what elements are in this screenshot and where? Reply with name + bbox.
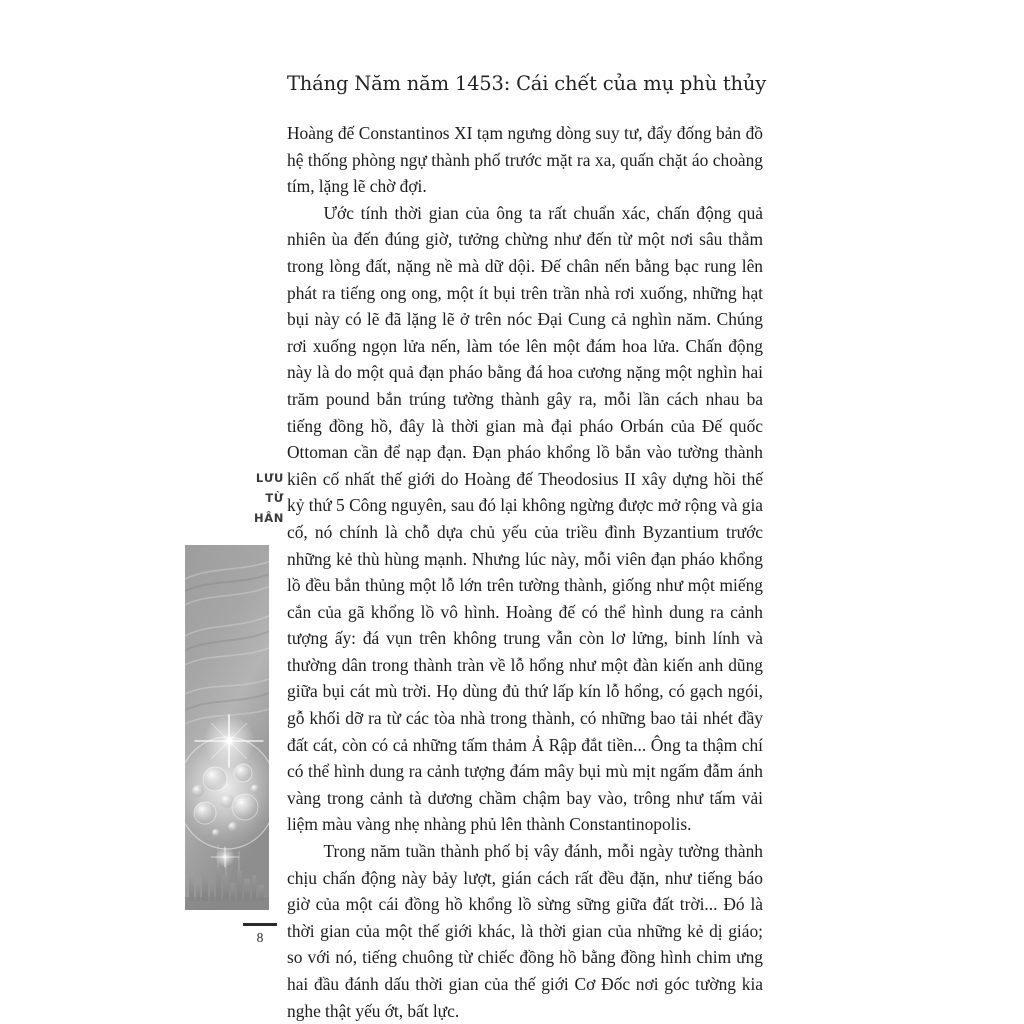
body-paragraph: Trong năm tuần thành phố bị vây đánh, mỗi ngày tường thành chịu chấn động này bảy lượt, gián cách rất đều đặn, như tiếng báo giờ của một cái đồng hồ khổng lồ sừng sững giữa đất trời... Đó là thời gian của một thế giới khác, là thời gian của những kẻ dị giáo; so với nó, tiếng chuông từ chiếc đồng hồ bằng đồng hình chim ưng hai đầu đánh dấu thời gian của thế giới Cơ Đốc nơi góc tường kia nghe thật yếu ớt, bất lực. bbox=[287, 841, 763, 1021]
author-name-line: LƯU bbox=[255, 471, 284, 485]
chapter-title: Tháng Năm năm 1453: Cái chết của mụ phù thủy bbox=[287, 72, 767, 95]
page-number: 8 bbox=[256, 930, 264, 945]
margin-cover-image bbox=[185, 545, 269, 910]
margin-author-name bbox=[232, 468, 284, 528]
author-name-line: TỪ bbox=[265, 491, 284, 505]
sphere-star-cityscape-illustration bbox=[185, 545, 269, 910]
body-text-column bbox=[287, 120, 763, 1024]
folio-rule bbox=[243, 923, 277, 926]
author-name-line: HÂN bbox=[254, 511, 284, 525]
body-paragraph: Ước tính thời gian của ông ta rất chuẩn xác, chấn động quả nhiên ùa đến đúng giờ, tưởng chừng như đến từ một nơi sâu thẳm trong lòng đất, nặng nề mà dữ dội. Đế chân nến bằng bạc rung lên phát ra tiếng ong ong, một ít bụi trên trần nhà rơi xuống, những hạt bụi này có lẽ đã lặng lẽ ở trên nóc Đại Cung cả nghìn năm. Chúng rơi xuống ngọn lửa nến, làm tóe lên một đám hoa lửa. Chấn động này là do một quả đạn pháo bằng đá hoa cương nặng một nghìn hai trăm pound bắn trúng tường thành gây ra, mỗi lần cách nhau ba tiếng đồng hồ, đây là thời gian mà đại pháo Orbán của Đế quốc Ottoman cần để nạp đạn. Đạn pháo khổng lồ bắn vào tường thành kiên cố nhất thế giới do Hoàng đế Theodosius II xây dựng hồi thế kỷ thứ 5 Công nguyên, sau đó lại không ngừng được mở rộng và gia cố, nó chính là chỗ dựa chủ yếu của triều đình Byzantium trước những kẻ thù hùng mạnh. Nhưng lúc này, mỗi viên đạn pháo khổng lồ đều bắn thủng một lỗ lớn trên tường thành, giống như một miếng cắn của gã khổng lồ vô hình. Hoàng đế có thể hình dung ra cảnh tượng ấy: đá vụn trên không trung vẫn còn lơ lửng, binh lính và thường dân trong thành tràn về lỗ hổng như một đàn kiến anh dũng giữa bụi cát mù trời. Họ dùng đủ thứ lấp kín lỗ hổng, có gạch ngói, gỗ khối dỡ ra từ các tòa nhà trong thành, có những bao tải nhét đầy đất cát, còn có cả những tấm thảm Ả Rập đắt tiền... Ông ta thậm chí có thể hình dung ra cảnh tượng đám mây bụi mù mịt ngấm đẫm ánh vàng trong cảnh tà dương chầm chậm bay vào, trông như tấm vải liệm màu vàng nhẹ nhàng phủ lên thành Constantinopolis. bbox=[287, 202, 763, 835]
body-paragraph: Hoàng đế Constantinos XI tạm ngưng dòng suy tư, đẩy đống bản đồ hệ thống phòng ngự thành phố trước mặt ra xa, quấn chặt áo choàng tím, lặng lẽ chờ đợi. bbox=[287, 123, 763, 197]
